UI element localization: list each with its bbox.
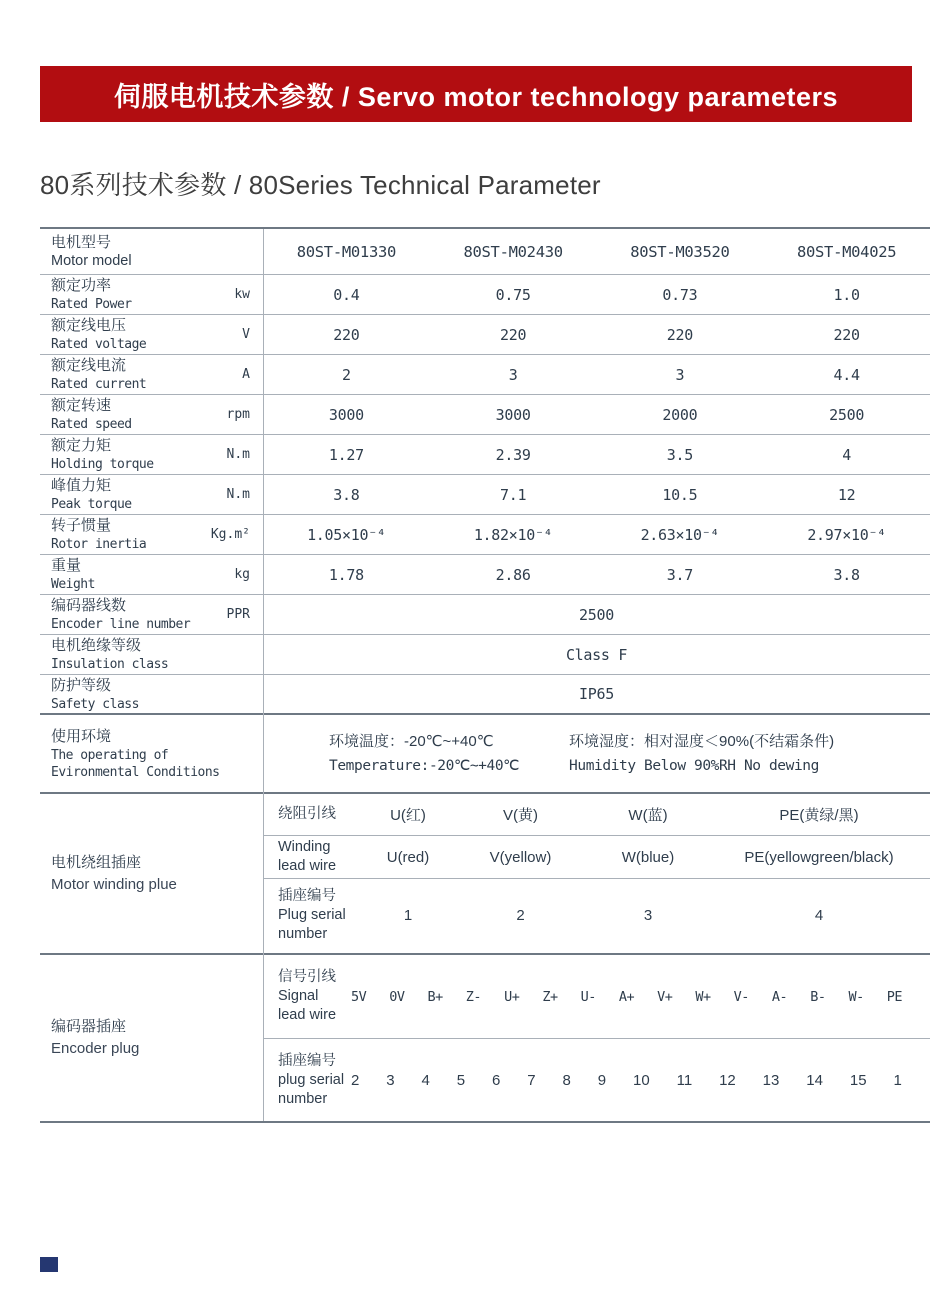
row-unit: kg: [234, 567, 250, 582]
cell-value: 2: [342, 365, 351, 384]
signal-code: W-: [848, 988, 864, 1005]
row-label-cell: [40, 475, 263, 514]
sub-row-label-cn: 绕阻引线: [278, 806, 336, 823]
sub-row-label: [263, 1052, 351, 1109]
section-label-cell: [40, 794, 263, 953]
table-row-peak-torque: [40, 475, 930, 515]
row-label-en: Weight: [51, 577, 95, 592]
model-name: 80ST-M04025: [796, 242, 897, 261]
row-unit: A: [242, 367, 250, 382]
table-row-rated-power: [40, 275, 930, 315]
winding-wire-row-en: [263, 836, 930, 878]
row-label-cell: [40, 715, 263, 792]
sub-row-label-en: number: [278, 926, 328, 943]
wire-v-en: V(yellow): [489, 848, 552, 866]
row-unit: N.m: [226, 487, 250, 502]
sub-row-label-en: Signal: [278, 988, 319, 1004]
row-label-en: Holding torque: [51, 457, 154, 472]
cell-value: 0.4: [333, 285, 360, 304]
cell-value: 2.63×10⁻⁴: [640, 525, 720, 544]
sub-row-label: [263, 887, 363, 944]
wire-pe-cn: PE(黄绿/黑): [779, 807, 859, 825]
table-row-rated-speed: [40, 395, 930, 435]
table-row-rated-current: [40, 355, 930, 395]
row-label-en: Rated Power: [51, 297, 132, 312]
cell-value: 1.0: [833, 285, 860, 304]
header-label-cell: [40, 229, 263, 274]
table-row-holding-torque: [40, 435, 930, 475]
wire-u-cn: U(红): [390, 807, 426, 825]
model-name: 80ST-M03520: [630, 242, 730, 261]
header-label-en: Motor model: [51, 253, 132, 269]
wire-pe-en: PE(yellowgreen/black): [744, 848, 894, 866]
row-label-en: Insulation class: [51, 657, 169, 672]
signal-code: A+: [618, 988, 635, 1005]
row-label-cn: 额定线电压: [51, 317, 127, 334]
encoder-plug-numbers: [351, 1072, 930, 1089]
cell-value: 1.05×10⁻⁴: [307, 525, 386, 544]
signal-code: Z+: [542, 988, 558, 1005]
signal-code: A-: [771, 988, 788, 1005]
row-label-en: The operating of: [51, 747, 169, 763]
signal-code: B+: [427, 988, 443, 1005]
row-label-cn: 重量: [51, 557, 82, 574]
encoder-signal-row: [263, 955, 930, 1039]
cell-value: 3000: [328, 405, 364, 424]
winding-plug-serial-row: [263, 879, 930, 953]
row-label-cell: [40, 515, 263, 554]
row-unit: V: [242, 327, 250, 342]
plug-number: 1: [893, 1071, 902, 1089]
cell-value: 2500: [829, 405, 865, 424]
page-title: 80系列技术参数 / 80Series Technical Parameter: [40, 170, 601, 200]
plug-number: 5: [456, 1071, 466, 1089]
cell-value: 3: [508, 365, 518, 384]
row-unit: N.m: [226, 447, 250, 462]
table-section-encoder-plug: [40, 955, 930, 1121]
cell-value: 0.73: [662, 285, 698, 304]
page-corner-mark: [40, 1257, 58, 1272]
row-label-cn: 使用环境: [51, 727, 112, 745]
row-label-cn: 额定力矩: [51, 437, 112, 454]
cell-value-span: Class F: [565, 645, 628, 664]
row-label-cn: 防护等级: [51, 676, 112, 694]
plug-number: 8: [562, 1071, 571, 1089]
sub-row-label-en: number: [278, 1090, 328, 1107]
plug-number: 6: [492, 1071, 501, 1089]
row-label-cn: 峰值力矩: [51, 477, 112, 494]
cell-value: 7.1: [500, 485, 527, 504]
temperature-en: Temperature:-20℃~+40℃: [329, 757, 520, 774]
cell-value: 3000: [495, 405, 531, 424]
signal-code: 5V: [351, 988, 367, 1005]
row-label-cn: 额定线电流: [51, 357, 127, 374]
humidity-cn: 环境湿度：相对湿度＜90%(不结霜条件): [569, 732, 835, 750]
row-label-en: Rated speed: [51, 417, 132, 432]
section-banner: [40, 66, 912, 122]
table-row-rated-voltage: [40, 315, 930, 355]
wire-w-en: W(blue): [621, 848, 675, 866]
row-unit: kw: [234, 287, 250, 302]
row-label-cn: 转子惯量: [51, 517, 112, 534]
row-unit: Kg.m²: [210, 527, 250, 542]
model-name: 80ST-M01330: [296, 242, 397, 261]
row-label-cn: 电机绝缘等级: [51, 637, 142, 654]
cell-value: 12: [837, 485, 856, 504]
plug-number: 3: [386, 1071, 395, 1089]
row-label-cell: [40, 395, 263, 434]
encoder-plug-serial-row: [263, 1039, 930, 1121]
cell-value: 2000: [662, 405, 698, 424]
humidity-en: Humidity Below 90%RH No dewing: [569, 757, 819, 774]
row-unit: PPR: [226, 607, 250, 622]
sub-row-label-en: lead wire: [278, 858, 337, 875]
cell-value: 2.97×10⁻⁴: [807, 525, 886, 544]
table-row-rotor-inertia: [40, 515, 930, 555]
table-header-row: [40, 229, 930, 275]
cell-value: 1.82×10⁻⁴: [473, 525, 553, 544]
signal-code: B-: [810, 988, 826, 1005]
signal-code: 0V: [389, 988, 405, 1005]
row-label-en: Peak torque: [51, 497, 132, 512]
plug-number: 2: [516, 907, 525, 925]
plug-number: 2: [351, 1071, 360, 1089]
row-label-en: Rated voltage: [51, 337, 147, 352]
cell-value: 4: [842, 445, 851, 464]
column-divider: [263, 229, 264, 1121]
wire-v-cn: V(黄): [503, 807, 538, 825]
cell-value: 2.86: [495, 565, 531, 584]
signal-code: U-: [580, 988, 596, 1005]
cell-value: 1.27: [328, 445, 364, 464]
signal-codes: [351, 989, 930, 1005]
cell-value: 3.7: [666, 565, 693, 584]
plug-number: 13: [762, 1071, 780, 1089]
cell-value: 0.75: [495, 285, 531, 304]
winding-wire-row-cn: [263, 794, 930, 836]
row-label-cell: [40, 315, 263, 354]
row-label-cn: 额定功率: [51, 277, 112, 294]
table-row-environment: [40, 715, 930, 794]
row-label-cn: 编码器线数: [51, 597, 127, 614]
plug-number: 15: [849, 1071, 867, 1089]
signal-code: Z-: [465, 988, 482, 1005]
cell-value: 10.5: [662, 485, 698, 504]
row-label-cell: [40, 595, 263, 634]
cell-value: 3.5: [666, 445, 693, 464]
banner-title: 伺服电机技术参数 / Servo motor technology parameters: [113, 81, 839, 112]
model-name: 80ST-M02430: [463, 242, 563, 261]
table-row-encoder-line-number: [40, 595, 930, 635]
sub-row-label: [263, 838, 363, 876]
row-label-en: Rotor inertia: [51, 537, 147, 552]
signal-code: U+: [504, 988, 520, 1005]
table-section-motor-winding-plug: [40, 794, 930, 955]
row-label-en: Encoder line number: [51, 617, 191, 632]
row-label-cell: [40, 435, 263, 474]
plug-number: 3: [643, 907, 653, 925]
row-unit: rpm: [226, 407, 250, 422]
plug-number: 4: [814, 907, 824, 925]
section-label-en: Encoder plug: [51, 1040, 140, 1057]
cell-value: 1.78: [328, 565, 364, 584]
cell-value-span: IP65: [579, 685, 614, 703]
cell-value: 220: [833, 325, 860, 344]
table-row-insulation-class: [40, 635, 930, 675]
section-label-cell: [40, 955, 263, 1121]
plug-number: 11: [676, 1071, 693, 1089]
sub-row-label-cn: 信号引线: [278, 969, 336, 985]
signal-code: W+: [695, 988, 711, 1005]
row-label-cn: 额定转速: [51, 397, 112, 414]
cell-value: 4.4: [833, 365, 860, 384]
cell-value: 3.8: [833, 565, 860, 584]
signal-code: V+: [657, 988, 673, 1005]
table-row-safety-class: [40, 675, 930, 715]
temperature-spec: [329, 729, 519, 779]
signal-code: PE: [886, 988, 902, 1005]
cell-value: 220: [666, 325, 693, 344]
cell-value: 2.39: [495, 445, 531, 464]
sub-row-label-cn: 插座编号: [278, 1052, 336, 1069]
sub-row-label-en: plug serial: [278, 1071, 345, 1088]
cell-value-span: 2500: [579, 605, 614, 624]
wire-w-cn: W(蓝): [628, 807, 668, 825]
section-label-cn: 电机绕组插座: [51, 853, 142, 871]
sub-row-label-en: Winding: [278, 839, 331, 856]
sub-row-label: [263, 805, 363, 824]
plug-number: 9: [597, 1071, 607, 1089]
plug-number: 14: [806, 1071, 823, 1089]
header-label-cn: 电机型号: [51, 234, 112, 251]
spec-table: [40, 227, 930, 1123]
row-label-en: Safety class: [51, 696, 139, 712]
row-label-en: Rated current: [51, 377, 147, 392]
plug-number: 7: [527, 1071, 536, 1089]
sub-row-label: [263, 968, 351, 1025]
cell-value: 3: [675, 365, 685, 384]
temperature-cn: 环境温度：-20℃~+40℃: [329, 732, 494, 750]
section-label-en: Motor winding plue: [51, 875, 177, 893]
plug-number: 10: [633, 1071, 650, 1089]
wire-u-en: U(red): [386, 848, 430, 866]
signal-code: V-: [733, 988, 749, 1005]
row-label-cell: [40, 275, 263, 314]
sub-row-label-en: Plug serial: [278, 907, 346, 924]
table-row-weight: [40, 555, 930, 595]
section-label-cn: 编码器插座: [51, 1018, 127, 1035]
cell-value: 3.8: [333, 485, 360, 504]
humidity-spec: [569, 729, 834, 779]
sub-row-label-cn: 插座编号: [278, 888, 336, 905]
cell-value: 220: [333, 325, 360, 344]
row-label-cell: [40, 675, 263, 713]
plug-number: 4: [421, 1071, 430, 1089]
sub-row-label-en: lead wire: [278, 1007, 337, 1023]
row-label-cell: [40, 635, 263, 674]
plug-number: 12: [719, 1071, 736, 1089]
row-label-cell: [40, 355, 263, 394]
row-label-cell: [40, 555, 263, 594]
cell-value: 220: [500, 325, 527, 344]
row-label-en: Evironmental Conditions: [51, 764, 220, 780]
plug-number: 1: [403, 907, 413, 925]
